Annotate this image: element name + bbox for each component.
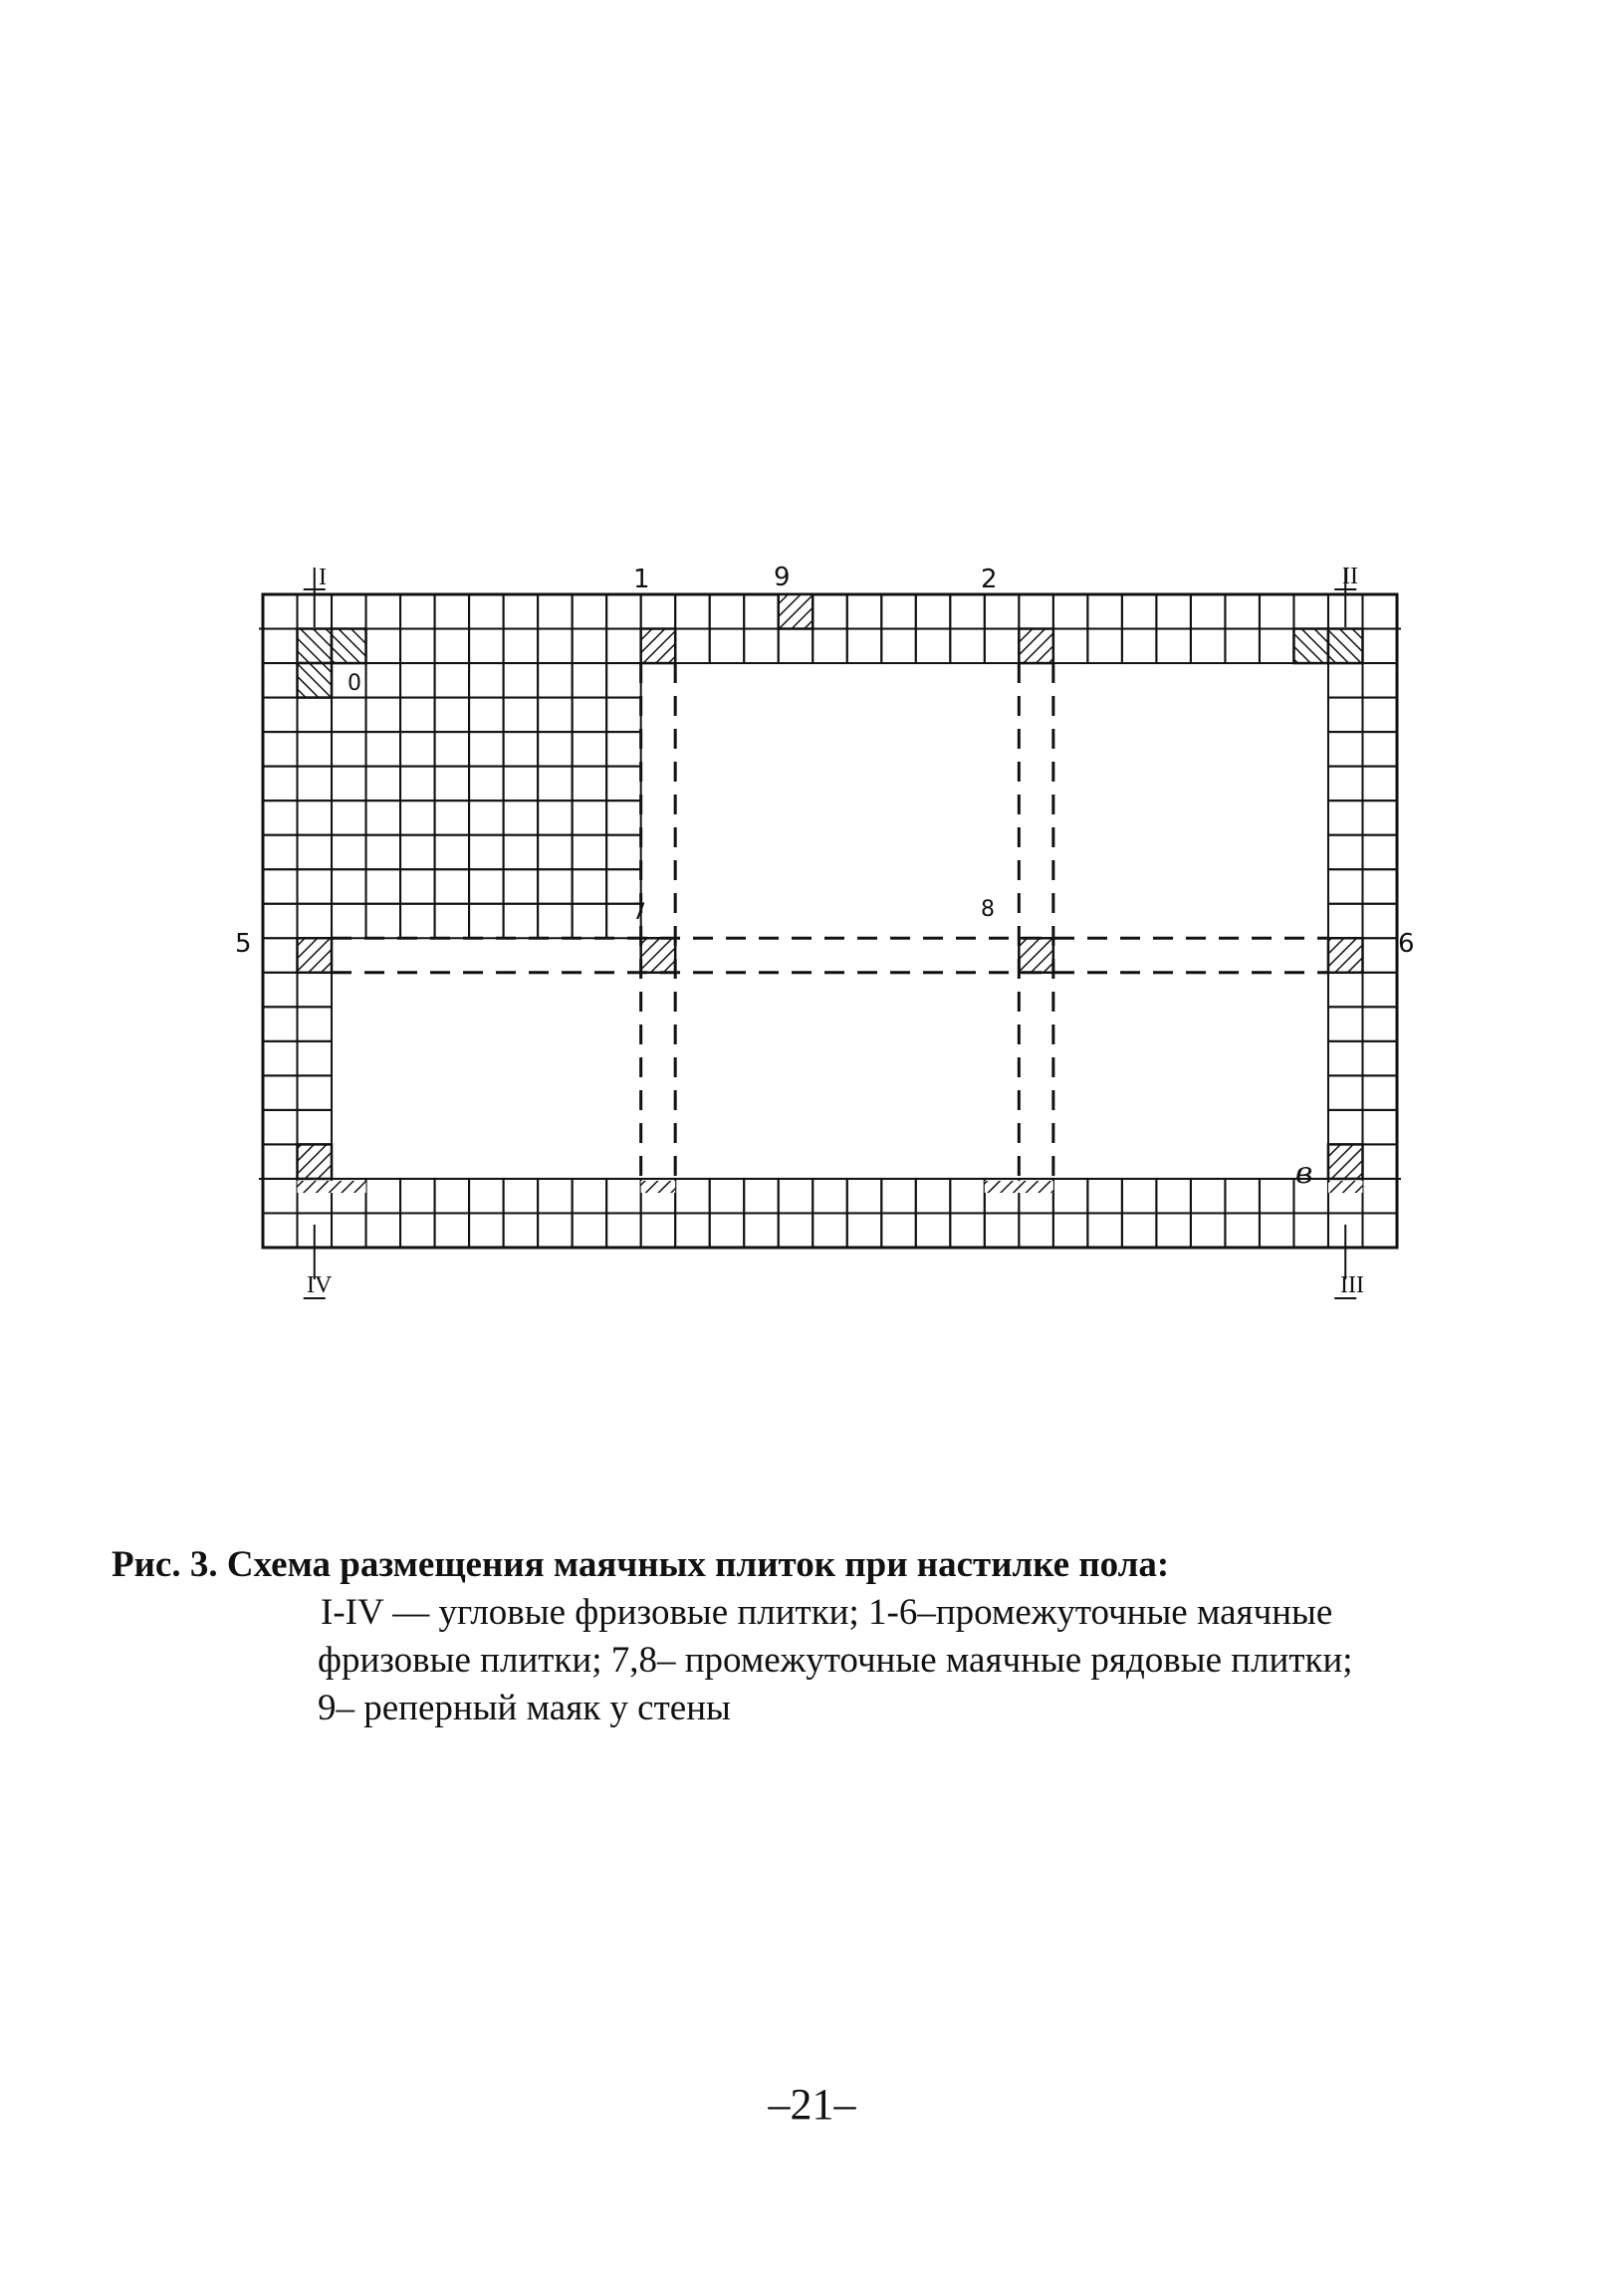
floor-tile	[400, 594, 435, 629]
floor-tile	[779, 1213, 813, 1248]
floor-tile	[1260, 1213, 1294, 1248]
floor-tile	[469, 1213, 504, 1248]
floor-tile	[263, 938, 298, 973]
floor-tile	[1225, 1213, 1260, 1248]
tile-grid	[259, 594, 1401, 1248]
floor-tile	[1362, 594, 1397, 629]
floor-tile	[1053, 594, 1088, 629]
floor-tile	[332, 869, 366, 904]
floor-tile	[469, 698, 504, 733]
floor-tile	[1362, 732, 1397, 767]
label-2: 2	[981, 565, 998, 594]
floor-tile	[435, 1213, 470, 1248]
floor-tile	[263, 594, 298, 629]
caption-line-3: фризовые плитки; 7,8– промежуточные маячные рядовые плитки;	[318, 1640, 1353, 1681]
marker-tile	[1019, 629, 1053, 664]
floor-tile	[1328, 663, 1363, 698]
floor-tile	[1328, 732, 1363, 767]
floor-tile	[504, 698, 539, 733]
floor-tile	[504, 800, 539, 835]
floor-tile	[641, 1213, 676, 1248]
floor-tile	[263, 1075, 298, 1110]
floor-tile	[606, 698, 641, 733]
floor-tile	[400, 732, 435, 767]
label-8: 8	[981, 897, 995, 922]
floor-tile	[606, 767, 641, 801]
marker-strip	[298, 1181, 333, 1193]
floor-tile	[573, 629, 607, 664]
guide-lines	[332, 663, 1328, 1179]
caption-line-1	[112, 1541, 1545, 1589]
floor-tile	[573, 698, 607, 733]
floor-tile	[1328, 973, 1363, 1008]
floor-tile	[606, 732, 641, 767]
floor-tile	[298, 904, 333, 939]
floor-tile	[1156, 1179, 1191, 1214]
floor-tile	[812, 1213, 847, 1248]
floor-tile	[881, 1213, 916, 1248]
floor-tile	[1362, 629, 1397, 664]
floor-tile	[675, 629, 710, 664]
floor-tile	[1362, 1075, 1397, 1110]
label-v: в	[1295, 1156, 1313, 1191]
floor-tile	[469, 594, 504, 629]
floor-tile	[435, 732, 470, 767]
floor-tile	[1362, 1007, 1397, 1041]
floor-tile	[435, 767, 470, 801]
floor-tile	[573, 663, 607, 698]
marker-tile	[298, 663, 333, 698]
floor-tile	[263, 1041, 298, 1076]
floor-tile	[538, 1179, 573, 1214]
floor-tile	[469, 869, 504, 904]
floor-tile	[298, 1041, 333, 1076]
floor-tile	[1087, 629, 1122, 664]
floor-tile	[435, 629, 470, 664]
floor-tile	[606, 629, 641, 664]
floor-tile	[1087, 1213, 1122, 1248]
floor-tile	[1328, 869, 1363, 904]
floor-tile	[950, 629, 985, 664]
label-6: 6	[1398, 929, 1415, 959]
floor-tile	[881, 1179, 916, 1214]
floor-tile	[1362, 800, 1397, 835]
floor-tile	[400, 904, 435, 939]
floor-tile	[573, 732, 607, 767]
floor-tile	[1328, 1041, 1363, 1076]
floor-tile	[1362, 1041, 1397, 1076]
floor-tile	[263, 732, 298, 767]
marker-tile	[332, 629, 366, 664]
floor-tile	[573, 767, 607, 801]
floor-tile	[400, 1179, 435, 1214]
label-9: 9	[774, 563, 791, 592]
floor-tile	[263, 698, 298, 733]
floor-tile	[263, 767, 298, 801]
page-number: –21–	[768, 2080, 856, 2129]
floor-tile	[881, 594, 916, 629]
marker-tile	[1328, 629, 1363, 664]
floor-tile	[1260, 594, 1294, 629]
floor-tile	[366, 767, 401, 801]
label-1: 1	[633, 565, 650, 594]
floor-tile	[366, 1179, 401, 1214]
caption-prefix: Рис. 3.	[112, 1544, 218, 1585]
floor-tile	[298, 869, 333, 904]
floor-tile	[366, 835, 401, 870]
floor-tile	[435, 663, 470, 698]
floor-tile	[469, 904, 504, 939]
floor-tile	[400, 629, 435, 664]
label-corner-III: III	[1340, 1272, 1364, 1298]
floor-tile	[710, 594, 745, 629]
floor-tile	[298, 698, 333, 733]
label-5: 5	[235, 929, 252, 959]
floor-tile	[400, 800, 435, 835]
floor-tile	[504, 835, 539, 870]
floor-tile	[435, 1179, 470, 1214]
floor-tile	[1122, 1179, 1157, 1214]
floor-tile	[469, 835, 504, 870]
floor-tile	[1293, 594, 1328, 629]
floor-tile	[1362, 1213, 1397, 1248]
floor-tile	[263, 663, 298, 698]
floor-tile	[469, 767, 504, 801]
floor-tile	[298, 973, 333, 1008]
floor-tile	[950, 1213, 985, 1248]
floor-tile	[1328, 1075, 1363, 1110]
floor-tile	[950, 594, 985, 629]
floor-tile	[332, 732, 366, 767]
floor-tile	[538, 835, 573, 870]
floor-tile	[366, 594, 401, 629]
floor-tile	[1362, 1179, 1397, 1214]
floor-tile	[263, 904, 298, 939]
floor-tile	[1225, 1179, 1260, 1214]
floor-tile	[847, 1213, 882, 1248]
floor-tile	[606, 594, 641, 629]
floor-tile	[263, 1213, 298, 1248]
marker-tile	[298, 629, 333, 664]
floor-tile	[1191, 629, 1226, 664]
floor-tile	[435, 869, 470, 904]
floor-tile	[538, 594, 573, 629]
floor-tile	[573, 869, 607, 904]
marker-tile	[1019, 938, 1053, 973]
floor-tile	[366, 904, 401, 939]
floor-tile	[1328, 800, 1363, 835]
floor-tile	[573, 800, 607, 835]
floor-tile	[606, 800, 641, 835]
floor-tile	[1122, 594, 1157, 629]
floor-tile	[366, 698, 401, 733]
floor-tile	[1156, 1213, 1191, 1248]
marker-tile	[298, 938, 333, 973]
floor-tile	[675, 1213, 710, 1248]
floor-tile	[263, 973, 298, 1008]
floor-tile	[606, 835, 641, 870]
floor-tile	[1362, 973, 1397, 1008]
floor-tile	[332, 904, 366, 939]
floor-tile	[263, 629, 298, 664]
floor-tile	[469, 800, 504, 835]
marker-strip	[1019, 1181, 1053, 1193]
floor-tile	[1122, 1213, 1157, 1248]
floor-tile	[985, 629, 1020, 664]
marker-tiles	[298, 594, 1363, 1193]
floor-tile	[469, 1179, 504, 1214]
floor-tile	[469, 732, 504, 767]
marker-tile	[1328, 938, 1363, 973]
floor-tile	[332, 698, 366, 733]
floor-tile	[538, 767, 573, 801]
floor-tile	[1362, 767, 1397, 801]
floor-tile	[916, 1179, 951, 1214]
figure-caption	[112, 1541, 1545, 1732]
label-corner-I: I	[319, 565, 327, 590]
floor-tile	[400, 1213, 435, 1248]
floor-tile	[504, 904, 539, 939]
floor-tile	[1087, 594, 1122, 629]
floor-tile	[538, 732, 573, 767]
caption-line-4: 9– реперный маяк у стены	[318, 1688, 731, 1728]
floor-tile	[366, 869, 401, 904]
floor-tile	[606, 869, 641, 904]
floor-tile	[1328, 904, 1363, 939]
floor-tile	[263, 835, 298, 870]
floor-tile	[812, 1179, 847, 1214]
floor-tile	[1156, 594, 1191, 629]
floor-tile	[1053, 629, 1088, 664]
marker-strip	[1328, 1181, 1363, 1193]
floor-tile	[1191, 1213, 1226, 1248]
floor-tile	[538, 800, 573, 835]
floor-tile	[400, 835, 435, 870]
floor-tile	[1019, 1213, 1053, 1248]
floor-tile	[538, 663, 573, 698]
floor-tile	[504, 767, 539, 801]
floor-tile	[504, 594, 539, 629]
floor-tile	[573, 835, 607, 870]
floor-tile	[744, 629, 779, 664]
floor-tile	[1362, 663, 1397, 698]
floor-tile	[1053, 1213, 1088, 1248]
floor-tile	[366, 663, 401, 698]
marker-tile	[641, 629, 676, 664]
floor-tile	[916, 594, 951, 629]
floor-tile	[435, 594, 470, 629]
floor-tile	[573, 594, 607, 629]
floor-tile	[710, 1179, 745, 1214]
floor-tile	[366, 732, 401, 767]
floor-tile	[1328, 835, 1363, 870]
floor-tile	[332, 767, 366, 801]
floor-outline	[263, 594, 1397, 1248]
floor-tile	[1328, 767, 1363, 801]
floor-tile	[504, 629, 539, 664]
floor-tile	[538, 869, 573, 904]
floor-tile	[985, 1213, 1020, 1248]
floor-tile	[1191, 594, 1226, 629]
floor-tile	[400, 767, 435, 801]
floor-tile	[298, 1007, 333, 1041]
floor-tile	[916, 629, 951, 664]
floor-tile	[332, 1213, 366, 1248]
floor-tile	[1328, 698, 1363, 733]
floor-tile	[812, 594, 847, 629]
floor-tile	[298, 732, 333, 767]
floor-tile	[538, 1213, 573, 1248]
marker-tile	[779, 594, 813, 629]
caption-line-2: I-IV — угловые фризовые плитки; 1-6–промежуточные маячные	[321, 1592, 1333, 1633]
marker-strip	[641, 1181, 676, 1193]
floor-tile	[1362, 1110, 1397, 1145]
axis-ticks	[304, 568, 1356, 1298]
label-corner-II: II	[1342, 564, 1358, 589]
floor-tile	[263, 1007, 298, 1041]
floor-tile	[573, 1213, 607, 1248]
floor-tile	[1191, 1179, 1226, 1214]
floor-tile	[985, 594, 1020, 629]
marker-tile	[1293, 629, 1328, 664]
label-0: 0	[348, 671, 361, 696]
floor-tile	[606, 1179, 641, 1214]
caption-title: Схема размещения маячных плиток при настилке пола:	[226, 1544, 1170, 1585]
floor-tile	[332, 835, 366, 870]
floor-tile	[435, 835, 470, 870]
floor-tile	[538, 904, 573, 939]
floor-tile	[435, 698, 470, 733]
floor-tile	[469, 629, 504, 664]
floor-tile	[1293, 1213, 1328, 1248]
floor-tile	[744, 1213, 779, 1248]
floor-tile	[263, 1179, 298, 1214]
floor-tile	[1362, 1144, 1397, 1179]
floor-tile	[298, 1075, 333, 1110]
floor-tile	[366, 1213, 401, 1248]
floor-tile	[710, 629, 745, 664]
floor-tile	[1225, 594, 1260, 629]
floor-tile	[504, 663, 539, 698]
floor-tile	[950, 1179, 985, 1214]
floor-tile	[1328, 1007, 1363, 1041]
floor-tile	[435, 800, 470, 835]
floor-tile	[1087, 1179, 1122, 1214]
floor-tile	[1053, 1179, 1088, 1214]
marker-strip	[332, 1181, 366, 1193]
floor-tile	[1260, 629, 1294, 664]
floor-tile	[1260, 1179, 1294, 1214]
floor-tile	[504, 869, 539, 904]
floor-tile	[504, 732, 539, 767]
floor-tile	[400, 698, 435, 733]
floor-tile	[298, 800, 333, 835]
floor-tile	[332, 594, 366, 629]
floor-tile	[916, 1213, 951, 1248]
floor-tile	[298, 835, 333, 870]
floor-tile	[1362, 869, 1397, 904]
floor-tile	[812, 629, 847, 664]
floor-tile	[779, 1179, 813, 1214]
label-7: 7	[632, 900, 646, 925]
marker-tile	[1328, 1144, 1363, 1179]
floor-tile	[881, 629, 916, 664]
floor-tile	[710, 1213, 745, 1248]
floor-tile	[298, 1110, 333, 1145]
floor-tile	[847, 594, 882, 629]
floor-tile	[744, 1179, 779, 1214]
floor-tile	[538, 698, 573, 733]
floor-tile	[1362, 938, 1397, 973]
floor-tile	[366, 629, 401, 664]
floor-tile	[263, 869, 298, 904]
floor-tile	[1362, 835, 1397, 870]
floor-tile	[298, 767, 333, 801]
floor-tile	[1019, 594, 1053, 629]
floor-tile	[504, 1179, 539, 1214]
floor-tile	[641, 594, 676, 629]
floor-tile	[847, 629, 882, 664]
floor-tile	[779, 629, 813, 664]
floor-tile	[573, 904, 607, 939]
floor-tile	[675, 1179, 710, 1214]
floor-tile	[504, 1213, 539, 1248]
floor-tile	[400, 663, 435, 698]
floor-tile	[1328, 1110, 1363, 1145]
floor-tile	[263, 1110, 298, 1145]
floor-tile	[1156, 629, 1191, 664]
floor-tile	[366, 800, 401, 835]
floor-tile	[675, 594, 710, 629]
floor-tile	[1362, 698, 1397, 733]
floor-tile	[1362, 904, 1397, 939]
marker-strip	[985, 1181, 1020, 1193]
marker-tile	[641, 938, 676, 973]
floor-tile	[538, 629, 573, 664]
floor-tile	[435, 904, 470, 939]
label-corner-IV: IV	[307, 1272, 333, 1298]
floor-tile	[847, 1179, 882, 1214]
floor-tile	[332, 800, 366, 835]
floor-tile	[744, 594, 779, 629]
floor-tile	[606, 1213, 641, 1248]
floor-tile	[263, 1144, 298, 1179]
marker-tile	[298, 1144, 333, 1179]
floor-tile	[606, 663, 641, 698]
floor-tile	[573, 1179, 607, 1214]
floor-tile	[400, 869, 435, 904]
floor-tile	[263, 800, 298, 835]
floor-tile	[469, 663, 504, 698]
floor-tile	[1122, 629, 1157, 664]
floor-tile	[1225, 629, 1260, 664]
